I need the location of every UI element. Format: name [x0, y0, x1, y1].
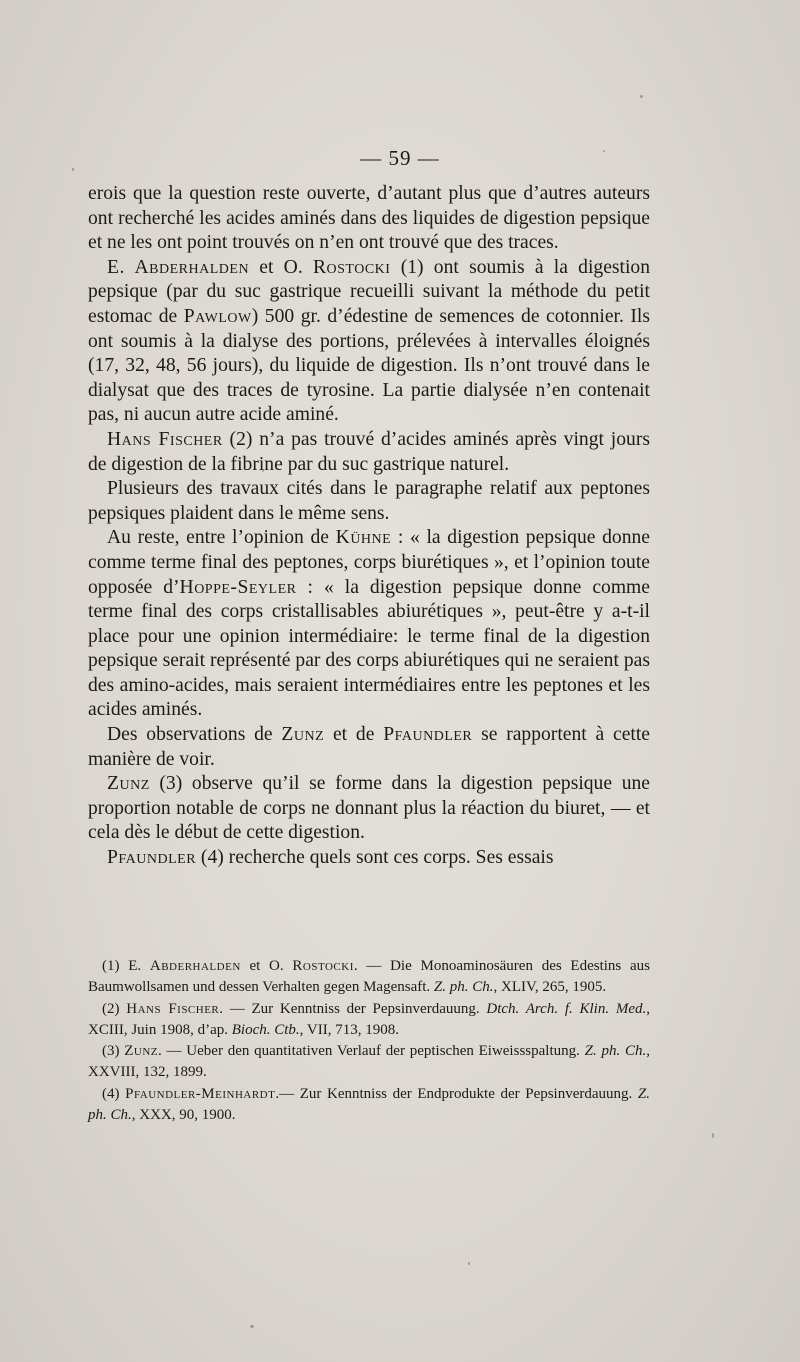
page-number: — 59 —	[360, 146, 440, 170]
journal-title: Z. ph. Ch.	[433, 979, 494, 996]
text-run: , VII, 713, 1908.	[299, 1021, 399, 1038]
text-run: Des observations de	[107, 724, 282, 746]
paragraph	[88, 526, 650, 723]
author-name: Zunz	[107, 773, 150, 795]
text-run: (4) recherche quels sont ces corps. Ses essais	[196, 847, 554, 869]
footnote	[88, 956, 650, 999]
text-run: , XLIV, 265, 1905.	[493, 979, 607, 996]
author-name: Hans Fischer	[126, 1000, 220, 1017]
text-run: : « la digestion pepsique donne comme terme final des corps cristallisables abiurétiques », peut-être y a-t-il place pour une opinion intermédiaire: le terme final de la digestion pepsique serait représenté par des corps abiurétiques qui ne seraient pas des amino-acides, mais seraient intermédiaires entre les peptones et les acides aminés.	[88, 576, 650, 721]
journal-title: Z. ph. Ch.	[88, 1085, 650, 1124]
text-run: (1) E.	[102, 958, 150, 974]
text-run: et O.	[249, 256, 313, 278]
text-run: ) 500 gr. d’édestine de semences de cotonnier. Ils ont soumis à la dialyse des portions, prélevées à intervalles éloignés (17, 32, 48, 56 jours), du liquide de digestion. Ils n’ont trouvé dans le dialysat que des traces de tyrosine. La partie dialysée n’en contenait pas, ni aucun autre acide aminé.	[88, 305, 650, 426]
author-name: Pfaundler-Meinhardt	[125, 1085, 276, 1102]
paragraph	[88, 477, 650, 526]
footnote	[88, 999, 650, 1042]
text-run: Au reste, entre l’opinion de	[107, 527, 336, 549]
author-name: Kühne	[335, 527, 392, 549]
journal-title: Dtch. Arch. f. Klin. Med.	[486, 1000, 647, 1017]
text-run: . — Die Monoaminosäuren des Edestins aus Baumwollsamen und dessen Verhalten gegen Magensaft.	[88, 958, 650, 996]
author-name: Zunz	[281, 724, 325, 746]
author-name: Hoppe-Seyler	[179, 576, 297, 598]
author-name: Hans Fischer	[107, 428, 223, 450]
text-run: se rapportent à cette manière de voir.	[88, 724, 650, 770]
author-name: Zunz	[124, 1043, 159, 1060]
paragraph	[88, 182, 650, 256]
author-name: Rostocki	[292, 958, 354, 974]
text-run: (2) n’a pas trouvé d’acides aminés après vingt jours de digestion de la fibrine par du suc gastrique naturel.	[88, 428, 650, 475]
paragraph	[88, 723, 650, 772]
body-text	[88, 182, 650, 871]
author-name: Rostocki	[312, 256, 391, 278]
text-run: et O.	[240, 958, 293, 974]
text-run: et de	[324, 724, 384, 746]
text-run: , XXVIII, 132, 1899.	[88, 1043, 650, 1081]
text-run: .— Zur Kenntniss der Endprodukte der Pepsinverdauung.	[275, 1085, 638, 1102]
text-run: : « la digestion pepsique donne comme terme final des peptones, corps biurétiques », et l’opinion toute opposée d’	[88, 527, 650, 598]
footnote	[88, 1041, 650, 1084]
author-name: Pfaundler	[383, 724, 473, 746]
author-name: Pfaundler	[107, 847, 197, 869]
text-run: Plusieurs des travaux cités dans le paragraphe relatif aux peptones pepsiques plaident dans le même sens.	[88, 478, 650, 524]
text-run: , XXX, 90, 1900.	[131, 1107, 236, 1124]
journal-title: Bioch. Ctb.	[231, 1021, 300, 1038]
text-run: . — Ueber den quantitativen Verlauf der peptischen Eiweissspaltung.	[158, 1043, 585, 1060]
text-run: , XCIII, Juin 1908, d’ap.	[88, 1000, 650, 1038]
paragraph	[88, 846, 650, 871]
text-run: (3) observe qu’il se forme dans la digestion pepsique une proportion notable de corps ne donnant plus la réaction du biuret, — et cela dès le début de cette digestion.	[88, 773, 650, 844]
journal-title: Z. ph. Ch.	[584, 1043, 647, 1060]
footnote	[88, 1084, 650, 1127]
text-run: (4)	[102, 1085, 126, 1102]
author-name: Abderhalden	[149, 958, 241, 974]
text-run: (1) ont soumis à la digestion pepsique (par du suc gastrique recueilli suivant la méthode du petit estomac de	[88, 256, 650, 327]
text-run: (3)	[102, 1043, 125, 1060]
paragraph	[88, 772, 650, 846]
author-name: E. Abderhalden	[107, 256, 250, 278]
paragraph	[88, 256, 650, 428]
paragraph	[88, 428, 650, 477]
footnotes	[88, 956, 650, 1126]
author-name: Pawlow	[183, 305, 252, 327]
text-run: erois que la question reste ouverte, d’autant plus que d’autres auteurs ont recherché les acides aminés dans des liquides de digestion pepsique et ne les ont point trouvés on n’en ont trouvé que des traces.	[88, 183, 650, 254]
text-run: (2)	[102, 1000, 127, 1017]
text-run: . — Zur Kenntniss der Pepsinverdauung.	[219, 1000, 487, 1017]
